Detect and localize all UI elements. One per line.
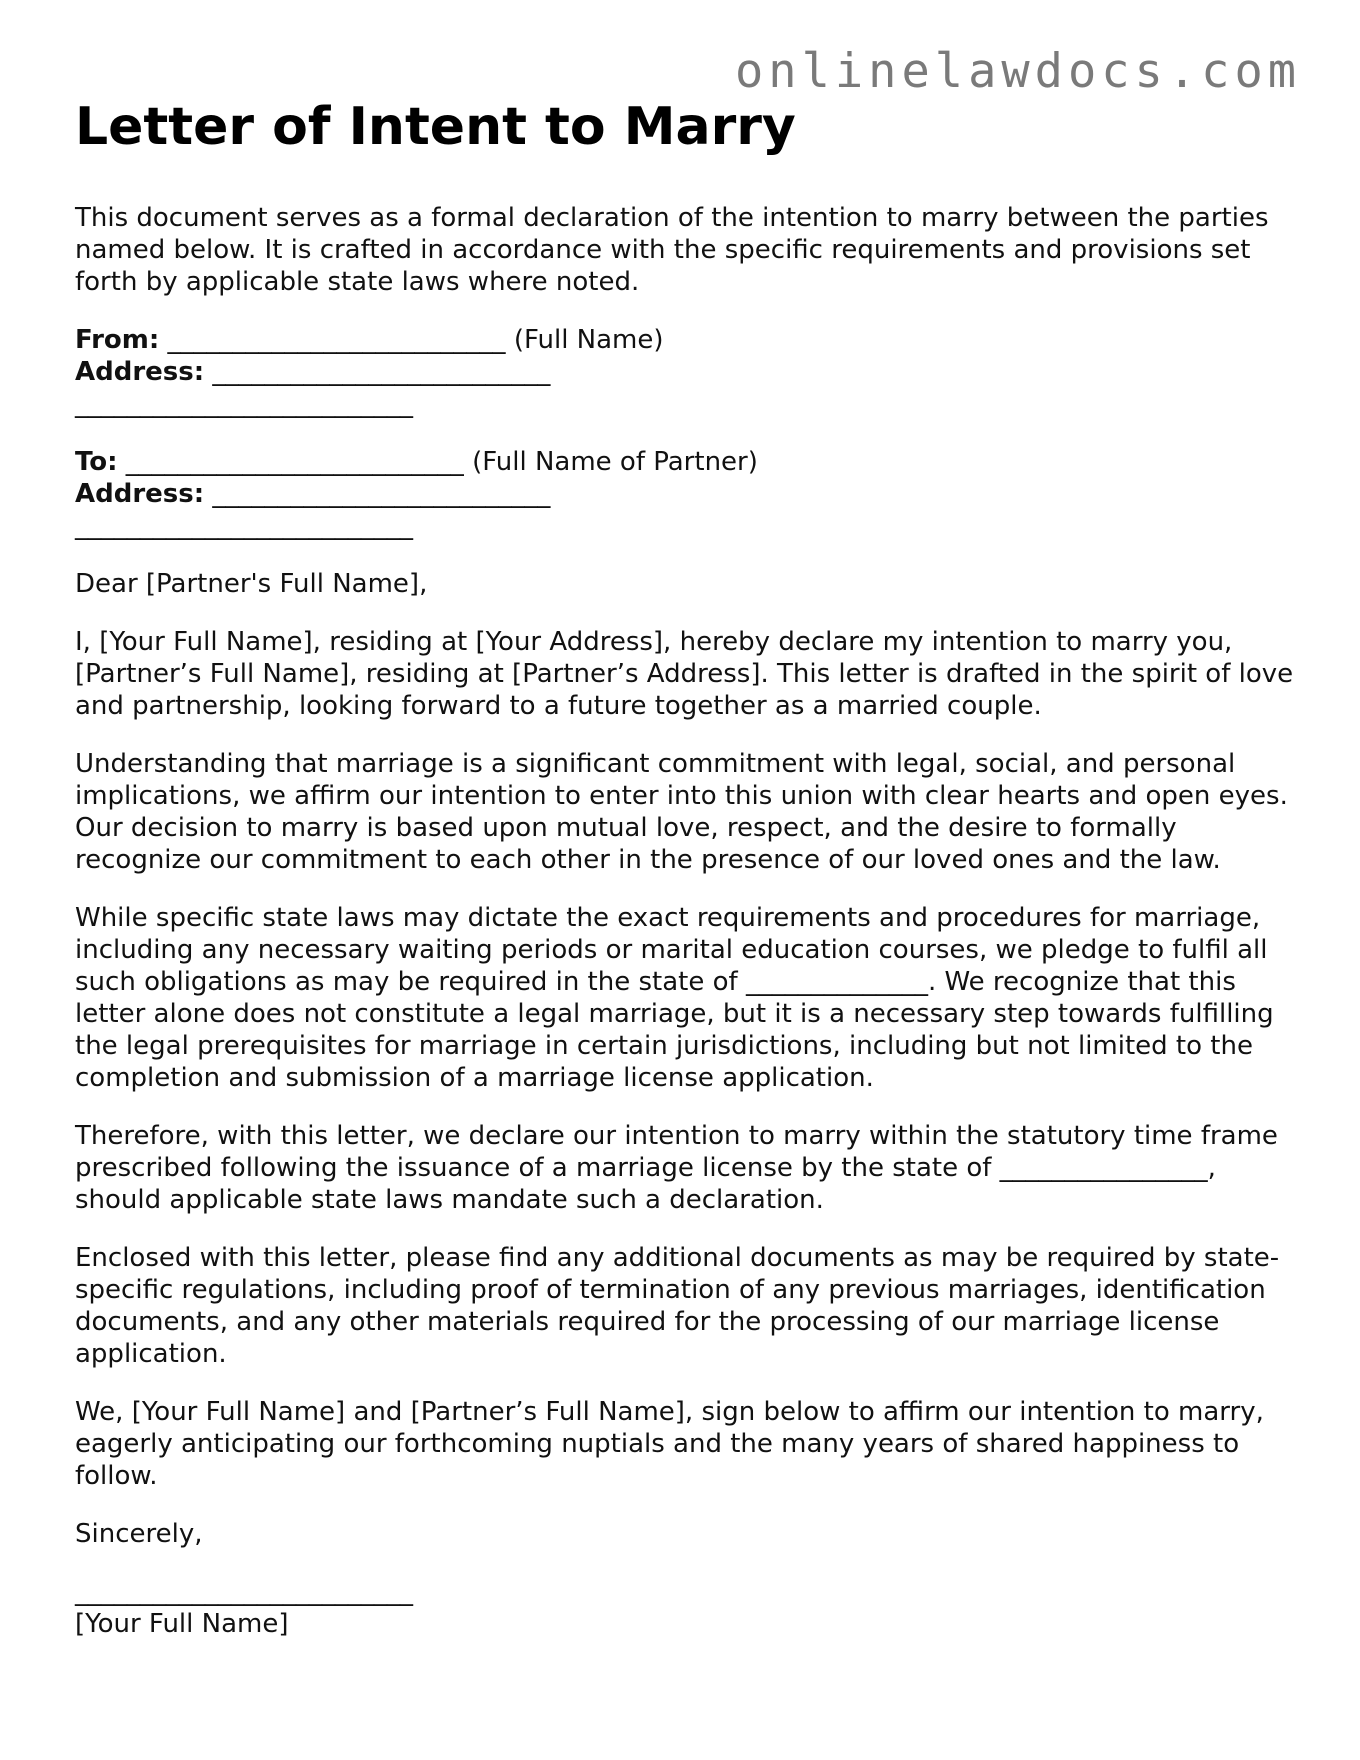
body-paragraph-4: Therefore, with this letter, we declare our intention to marry within the statutory time frame prescribed following the issuance of a marriage license by the state of ________________, should applicable state laws mandate such a declaration.	[75, 1121, 1278, 1215]
signature-name: [Your Full Name]	[75, 1609, 289, 1639]
body-paragraph-5: Enclosed with this letter, please find any additional documents as may be required by state-specific regulations, including proof of termination of any previous marriages, identification documents, and any other materials required for the processing of our marriage license application.	[75, 1243, 1280, 1369]
to-label: To:	[75, 447, 118, 477]
from-address-line	[75, 356, 1305, 388]
body-paragraph-1: I, [Your Full Name], residing at [Your Address], hereby declare my intention to marry you, [Partner’s Full Name], residing at [Partner’s Address]. This letter is drafted in the spirit of love and partnership, looking forward to a future together as a married couple.	[75, 627, 1294, 721]
signature-block	[75, 1576, 1305, 1640]
document-page	[75, 92, 1305, 1640]
to-address-line	[75, 478, 1305, 510]
body-paragraph-2: Understanding that marriage is a significant commitment with legal, social, and personal implications, we affirm our intention to enter into this union with clear hearts and open eyes. Our decision to marry is based upon mutual love, respect, and the desire to formally recognize our commitment to each other in the presence of our loved ones and the law.	[75, 749, 1288, 875]
salutation: Dear [Partner's Full Name],	[75, 569, 428, 599]
from-address-label: Address:	[75, 357, 205, 387]
from-label: From:	[75, 325, 160, 355]
body-paragraph-3: While specific state laws may dictate the exact requirements and procedures for marriage, including any necessary waiting periods or marital education courses, we pledge to fulfil all such obligations as may be required in the state of ______________. We recognize that this letter alone does not constitute a legal marriage, but it is a necessary step towards fulfilling the legal prerequisites for marriage in certain jurisdictions, including but not limited to the completion and submission of a marriage license application.	[75, 903, 1274, 1093]
from-address-blank: __________________________	[204, 357, 551, 387]
from-line	[75, 324, 1305, 356]
to-name-note: (Full Name of Partner)	[472, 447, 758, 477]
closing: Sincerely,	[75, 1519, 203, 1549]
intro-paragraph: This document serves as a formal declaration of the intention to marry between the parties named below. It is crafted in accordance with the specific requirements and provisions set forth by applicable state laws where noted.	[75, 203, 1269, 297]
watermark-text: onlinelawdocs.com	[735, 44, 1302, 99]
to-address-line-2: __________________________	[75, 511, 413, 541]
body-paragraph-6: We, [Your Full Name] and [Partner’s Full Name], sign below to affirm our intention to marry, eagerly anticipating our forthcoming nuptials and the many years of shared happiness to follow.	[75, 1397, 1264, 1491]
to-line	[75, 446, 1305, 478]
signature-line: __________________________	[75, 1577, 413, 1607]
document-title: Letter of Intent to Marry	[75, 97, 796, 157]
to-address-blank: __________________________	[204, 479, 551, 509]
from-name-blank: __________________________	[159, 325, 514, 355]
from-name-note: (Full Name)	[513, 325, 664, 355]
to-block	[75, 446, 1305, 542]
from-block	[75, 324, 1305, 420]
to-name-blank: __________________________	[117, 447, 473, 477]
from-address-line-2: __________________________	[75, 389, 413, 419]
to-address-label: Address:	[75, 479, 205, 509]
